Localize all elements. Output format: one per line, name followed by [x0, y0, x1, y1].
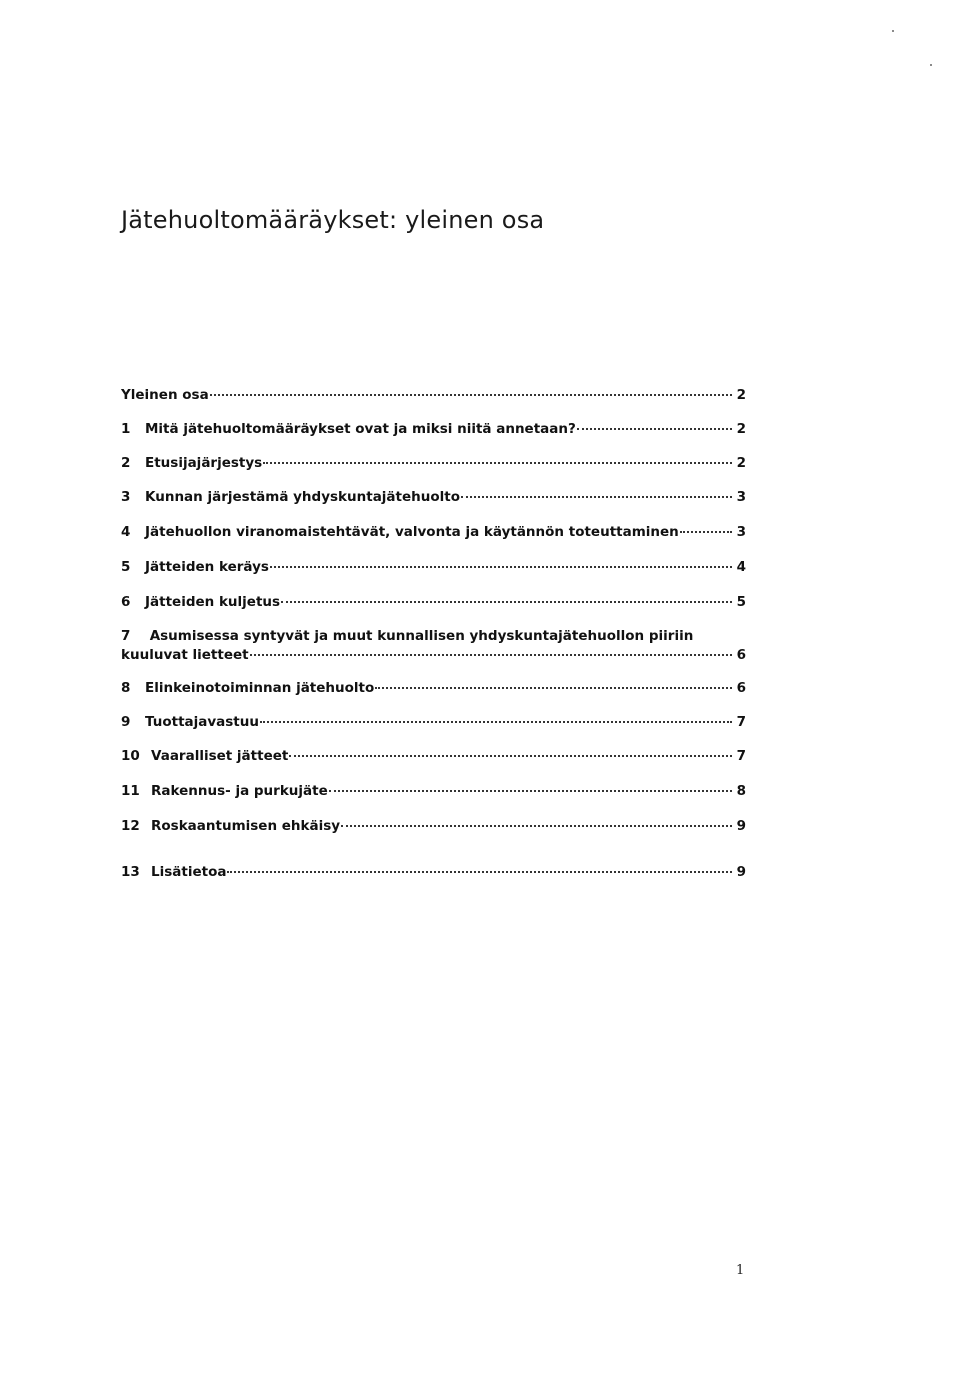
toc-entry-page: 3 — [736, 524, 746, 540]
toc-entry-page: 8 — [736, 783, 746, 799]
toc-entry-number: 9 — [121, 714, 131, 730]
dot-leader — [375, 675, 732, 689]
dot-leader — [680, 519, 732, 533]
toc-entry-number: 10 — [121, 748, 140, 764]
toc-entry-number: 1 — [121, 421, 131, 437]
toc-entry-text: Jätteiden keräys — [145, 559, 269, 575]
toc-entry-yleinen-osa[interactable] — [121, 385, 746, 404]
toc-entry-1[interactable] — [121, 419, 746, 438]
dot-leader — [289, 743, 732, 757]
dot-leader — [461, 484, 732, 498]
toc-entry-text-continued: kuuluvat lietteet — [121, 647, 249, 663]
toc-entry-text: Elinkeinotoiminnan jätehuolto — [145, 680, 375, 696]
toc-entry-number: 12 — [121, 818, 140, 834]
toc-entry-text: Asumisessa syntyvät ja muut kunnallisen yhdyskuntajätehuollon piiriin — [149, 628, 694, 644]
toc-entry-number: 8 — [121, 680, 131, 696]
toc-entry-8[interactable] — [121, 678, 746, 697]
toc-entry-3[interactable] — [121, 487, 746, 506]
toc-entry-text: Etusijajärjestys — [145, 455, 263, 471]
toc-entry-text: Lisätietoa — [151, 864, 227, 880]
toc-entry-number: 2 — [121, 455, 131, 471]
toc-entry-text: Mitä jätehuoltomääräykset ovat ja miksi niitä annetaan? — [145, 421, 576, 437]
toc-entry-text: Kunnan järjestämä yhdyskuntajätehuolto — [145, 489, 461, 505]
dot-leader — [281, 589, 732, 603]
page-number: 1 — [736, 1263, 745, 1278]
toc-entry-page: 3 — [736, 489, 746, 505]
toc-entry-page: 6 — [736, 647, 746, 663]
toc-entry-text: Yleinen osa — [121, 387, 209, 403]
toc-entry-13[interactable] — [121, 862, 746, 881]
toc-entry-text: Tuottajavastuu — [145, 714, 259, 730]
dot-leader — [250, 642, 732, 656]
toc-entry-page: 2 — [736, 421, 746, 437]
toc-entry-page: 7 — [736, 714, 746, 730]
toc-entry-6[interactable] — [121, 592, 746, 611]
toc-entry-number: 6 — [121, 594, 131, 610]
toc-entry-text: Vaaralliset jätteet — [151, 748, 289, 764]
dot-leader — [577, 416, 732, 430]
dot-leader — [263, 450, 732, 464]
toc-entry-number: 5 — [121, 559, 131, 575]
toc-entry-number: 4 — [121, 524, 131, 540]
toc-entry-number: 7 — [121, 628, 131, 644]
dot-leader — [227, 859, 732, 873]
dot-leader — [260, 709, 732, 723]
toc-entry-12[interactable] — [121, 816, 746, 835]
toc-entry-page: 5 — [736, 594, 746, 610]
toc-entry-page: 9 — [736, 818, 746, 834]
toc-entry-7[interactable] — [121, 627, 746, 664]
toc-entry-2[interactable] — [121, 453, 746, 472]
toc-entry-text: Jätehuollon viranomaistehtävät, valvonta ja käytännön toteuttaminen — [145, 524, 679, 540]
dot-leader — [210, 382, 732, 396]
toc-entry-11[interactable] — [121, 781, 746, 800]
toc-entry-text: Roskaantumisen ehkäisy — [151, 818, 341, 834]
dot-leader — [341, 813, 732, 827]
scan-speck — [930, 64, 932, 66]
toc-entry-page: 6 — [736, 680, 746, 696]
toc-entry-text: Rakennus- ja purkujäte — [151, 783, 328, 799]
toc-entry-5[interactable] — [121, 557, 746, 576]
toc-entry-page: 2 — [736, 455, 746, 471]
toc-entry-page: 7 — [736, 748, 746, 764]
toc-entry-10[interactable] — [121, 746, 746, 765]
toc-entry-4[interactable] — [121, 522, 746, 541]
toc-entry-number: 11 — [121, 783, 140, 799]
dot-leader — [270, 554, 732, 568]
toc-entry-number: 13 — [121, 864, 140, 880]
dot-leader — [329, 778, 732, 792]
toc-entry-9[interactable] — [121, 712, 746, 731]
toc-entry-page: 2 — [736, 387, 746, 403]
toc-entry-page: 4 — [736, 559, 746, 575]
scan-speck — [892, 30, 894, 32]
document-title: Jätehuoltomääräykset: yleinen osa — [121, 206, 545, 234]
toc-entry-number: 3 — [121, 489, 131, 505]
toc-entry-text: Jätteiden kuljetus — [145, 594, 281, 610]
toc-entry-page: 9 — [736, 864, 746, 880]
